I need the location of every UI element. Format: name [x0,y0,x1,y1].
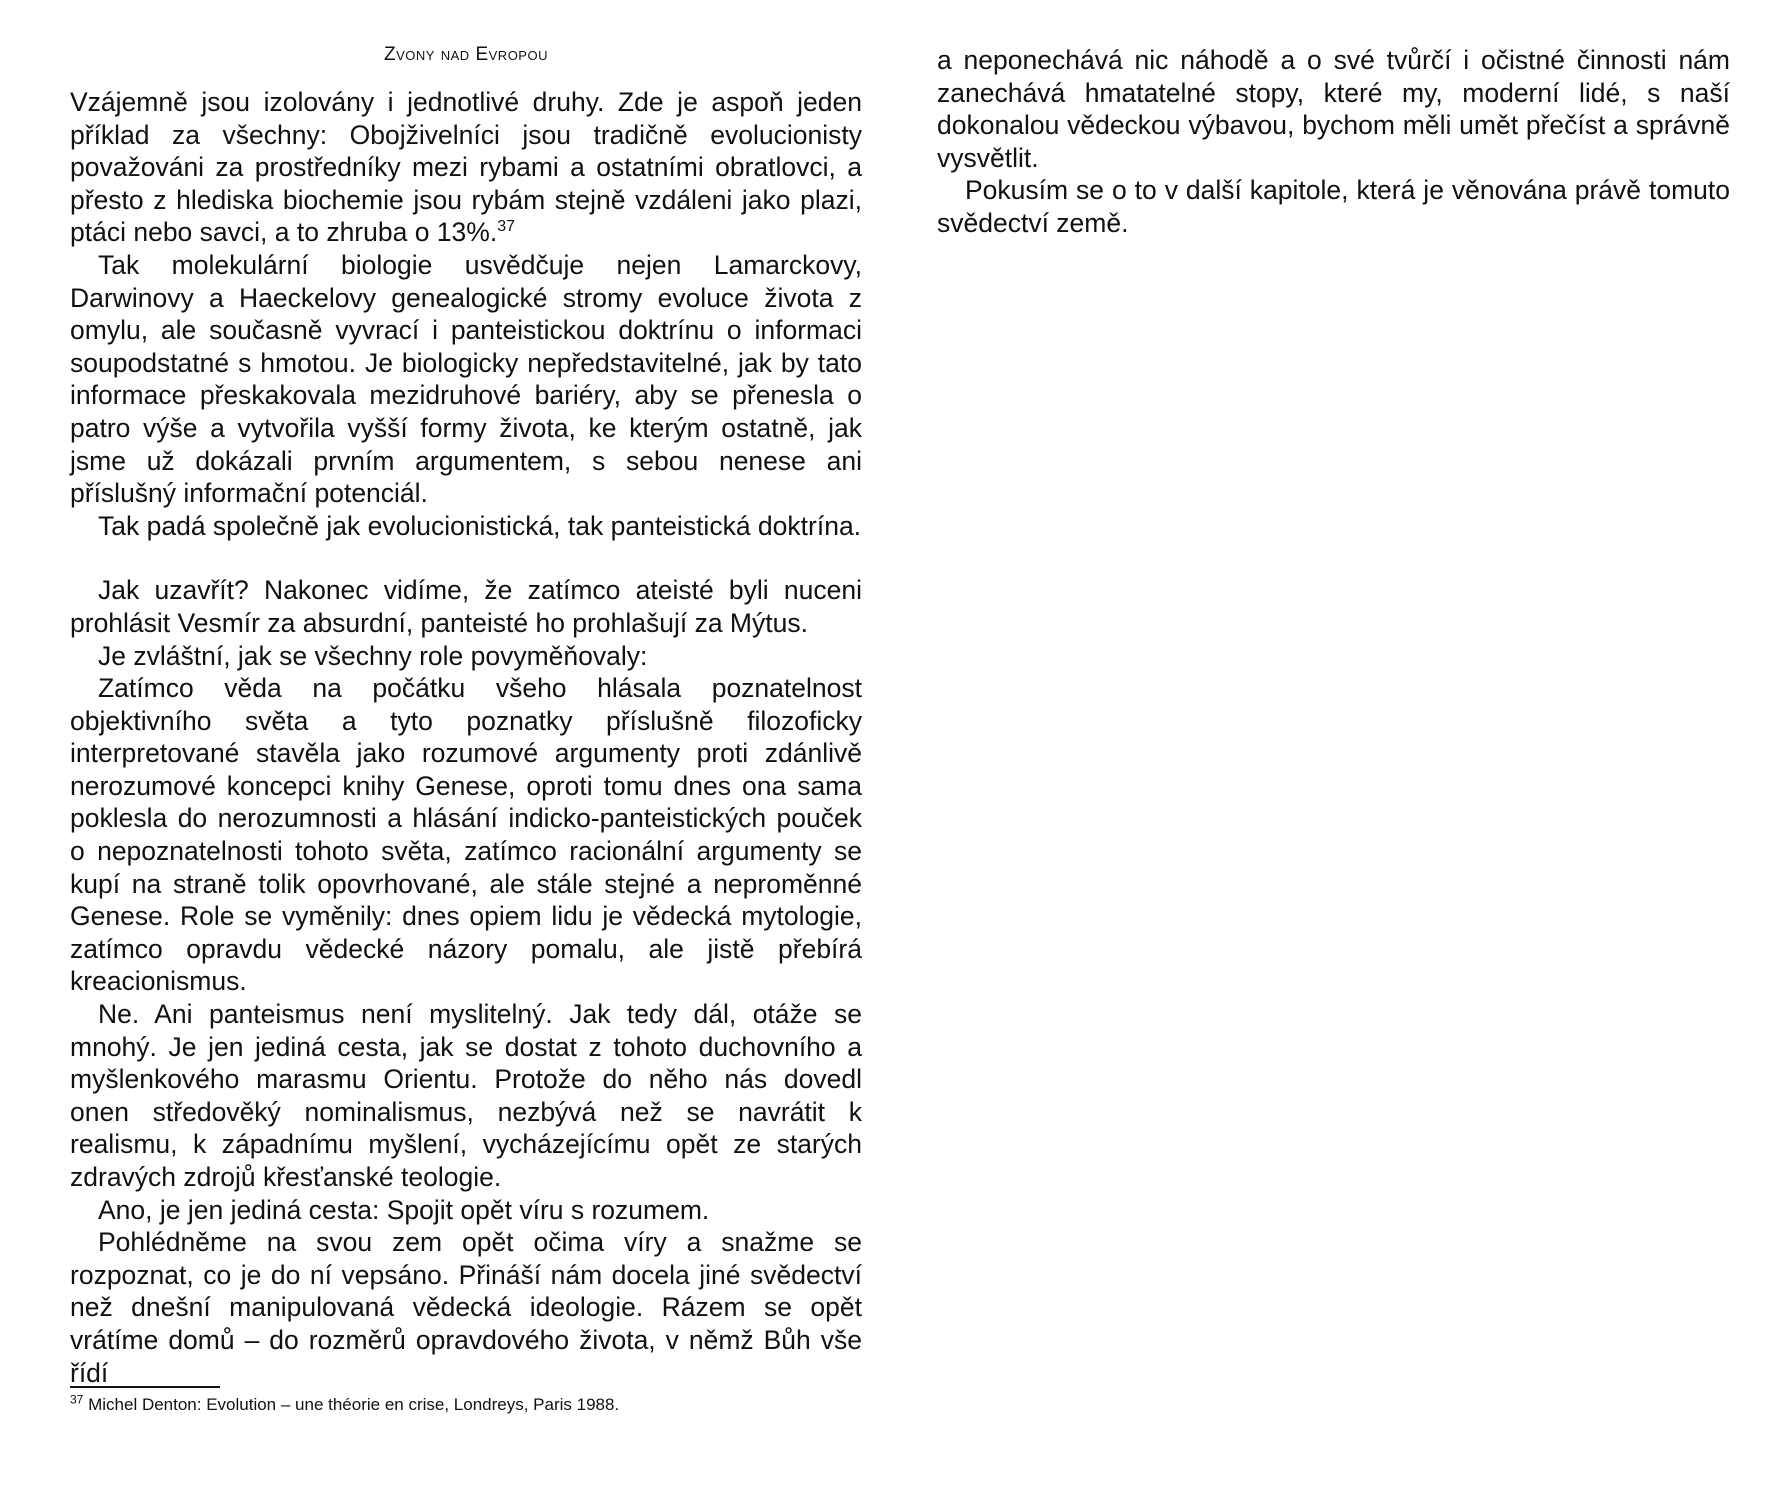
paragraph: a neponechává nic náhodě a o své tvůrčí i očistné činnosti nám zanechává hmatatelné stopy, které my, moderní lidé, s naší dokonalou vědeckou výbavou, bychom měli umět přečíst a správně vysvětlit. [937,45,1730,173]
running-head: Zvony nad Evropou [384,44,548,65]
section-break [70,542,862,574]
footnote-number: 37 [70,1392,84,1407]
paragraph: Pohlédněme na svou zem opět očima víry a snažme se rozpoznat, co je do ní vepsáno. Přináší nám docela jiné svědectví než dnešní manipulovaná vědecká ideologie. Rázem se opět vrátíme domů – do rozměrů opravdového života, v němž Bůh vše řídí [70,1227,862,1388]
footnote-divider [70,1386,220,1388]
paragraph-text: Vzájemně jsou izolovány i jednotlivé druhy. Zde je aspoň jeden příklad za všechny: Obojživelníci jsou tradičně evolucionisty považováni za prostředníky mezi rybami a ostatními obratlovci, a přesto z hlediska biochemie jsou rybám stejně vzdáleni jako plazi, ptáci nebo savci, a to zhruba o 13%. [70,87,862,248]
footnote-reference: 37 [497,218,516,236]
paragraph: Jak uzavřít? Nakonec vidíme, že zatímco ateisté byli nuceni prohlásit Vesmír za absurdní, panteisté ho prohlašují za Mýtus. [70,575,862,638]
paragraph: Ne. Ani panteismus není myslitelný. Jak tedy dál, otáže se mnohý. Je jen jediná cesta, jak se dostat z tohoto duchovního a myšlenkového marasmu Orientu. Protože do něho nás dovedl onen středověký nominalismus, nezbývá než se navrátit k realismu, k západnímu myšlení, vycházejícímu opět ze starých zdravých zdrojů křesťanské teologie. [70,999,862,1192]
paragraph: Tak padá společně jak evolucionistická, tak panteistická doktrína. [98,510,862,541]
paragraph: Tak molekulární biologie usvědčuje nejen Lamarckovy, Darwinovy a Haeckelovy genealogické stromy evoluce života z omylu, ale současně vyvrací i panteistickou doktrínu o informaci soupodstatné s hmotou. Je biologicky nepředstavitelné, jak by tato informace přeskakovala mezidruhové bariéry, aby se přenesla o patro výše a vytvořila vyšší formy života, ke kterým ostatně, jak jsme už dokázali prvním argumentem, s sebou nenese ani příslušný informační potenciál. [70,249,862,509]
left-column [70,86,862,1389]
footnote [70,1394,862,1416]
paragraph: Je zvláštní, jak se všechny role povyměňovaly: [98,640,648,671]
paragraph: Ano, je jen jediná cesta: Spojit opět víru s rozumem. [98,1194,710,1225]
paragraph [70,86,862,249]
paragraph: Pokusím se o to v další kapitole, která je věnována právě tomuto svědectví země. [937,175,1730,238]
right-column [937,44,1730,240]
footnote-text: Michel Denton: Evolution – une théorie en crise, Londreys, Paris 1988. [88,1395,620,1414]
paragraph: Zatímco věda na počátku všeho hlásala poznatelnost objektivního světa a tyto poznatky příslušně filozoficky interpretované stavěla jako rozumové argumenty proti zdánlivě nerozumové koncepci knihy Genese, oproti tomu dnes ona sama poklesla do nerozumnosti a hlásání indicko-panteistických pouček o nepoznatelnosti tohoto světa, zatímco racionální argumenty se kupí na straně tolik opovrhované, ale stále stejné a neproměnné Genese. Role se vyměnily: dnes opiem lidu je vědecká mytologie, zatímco opravdu vědecké názory pomalu, ale jistě přebírá kreacionismus. [70,673,862,997]
